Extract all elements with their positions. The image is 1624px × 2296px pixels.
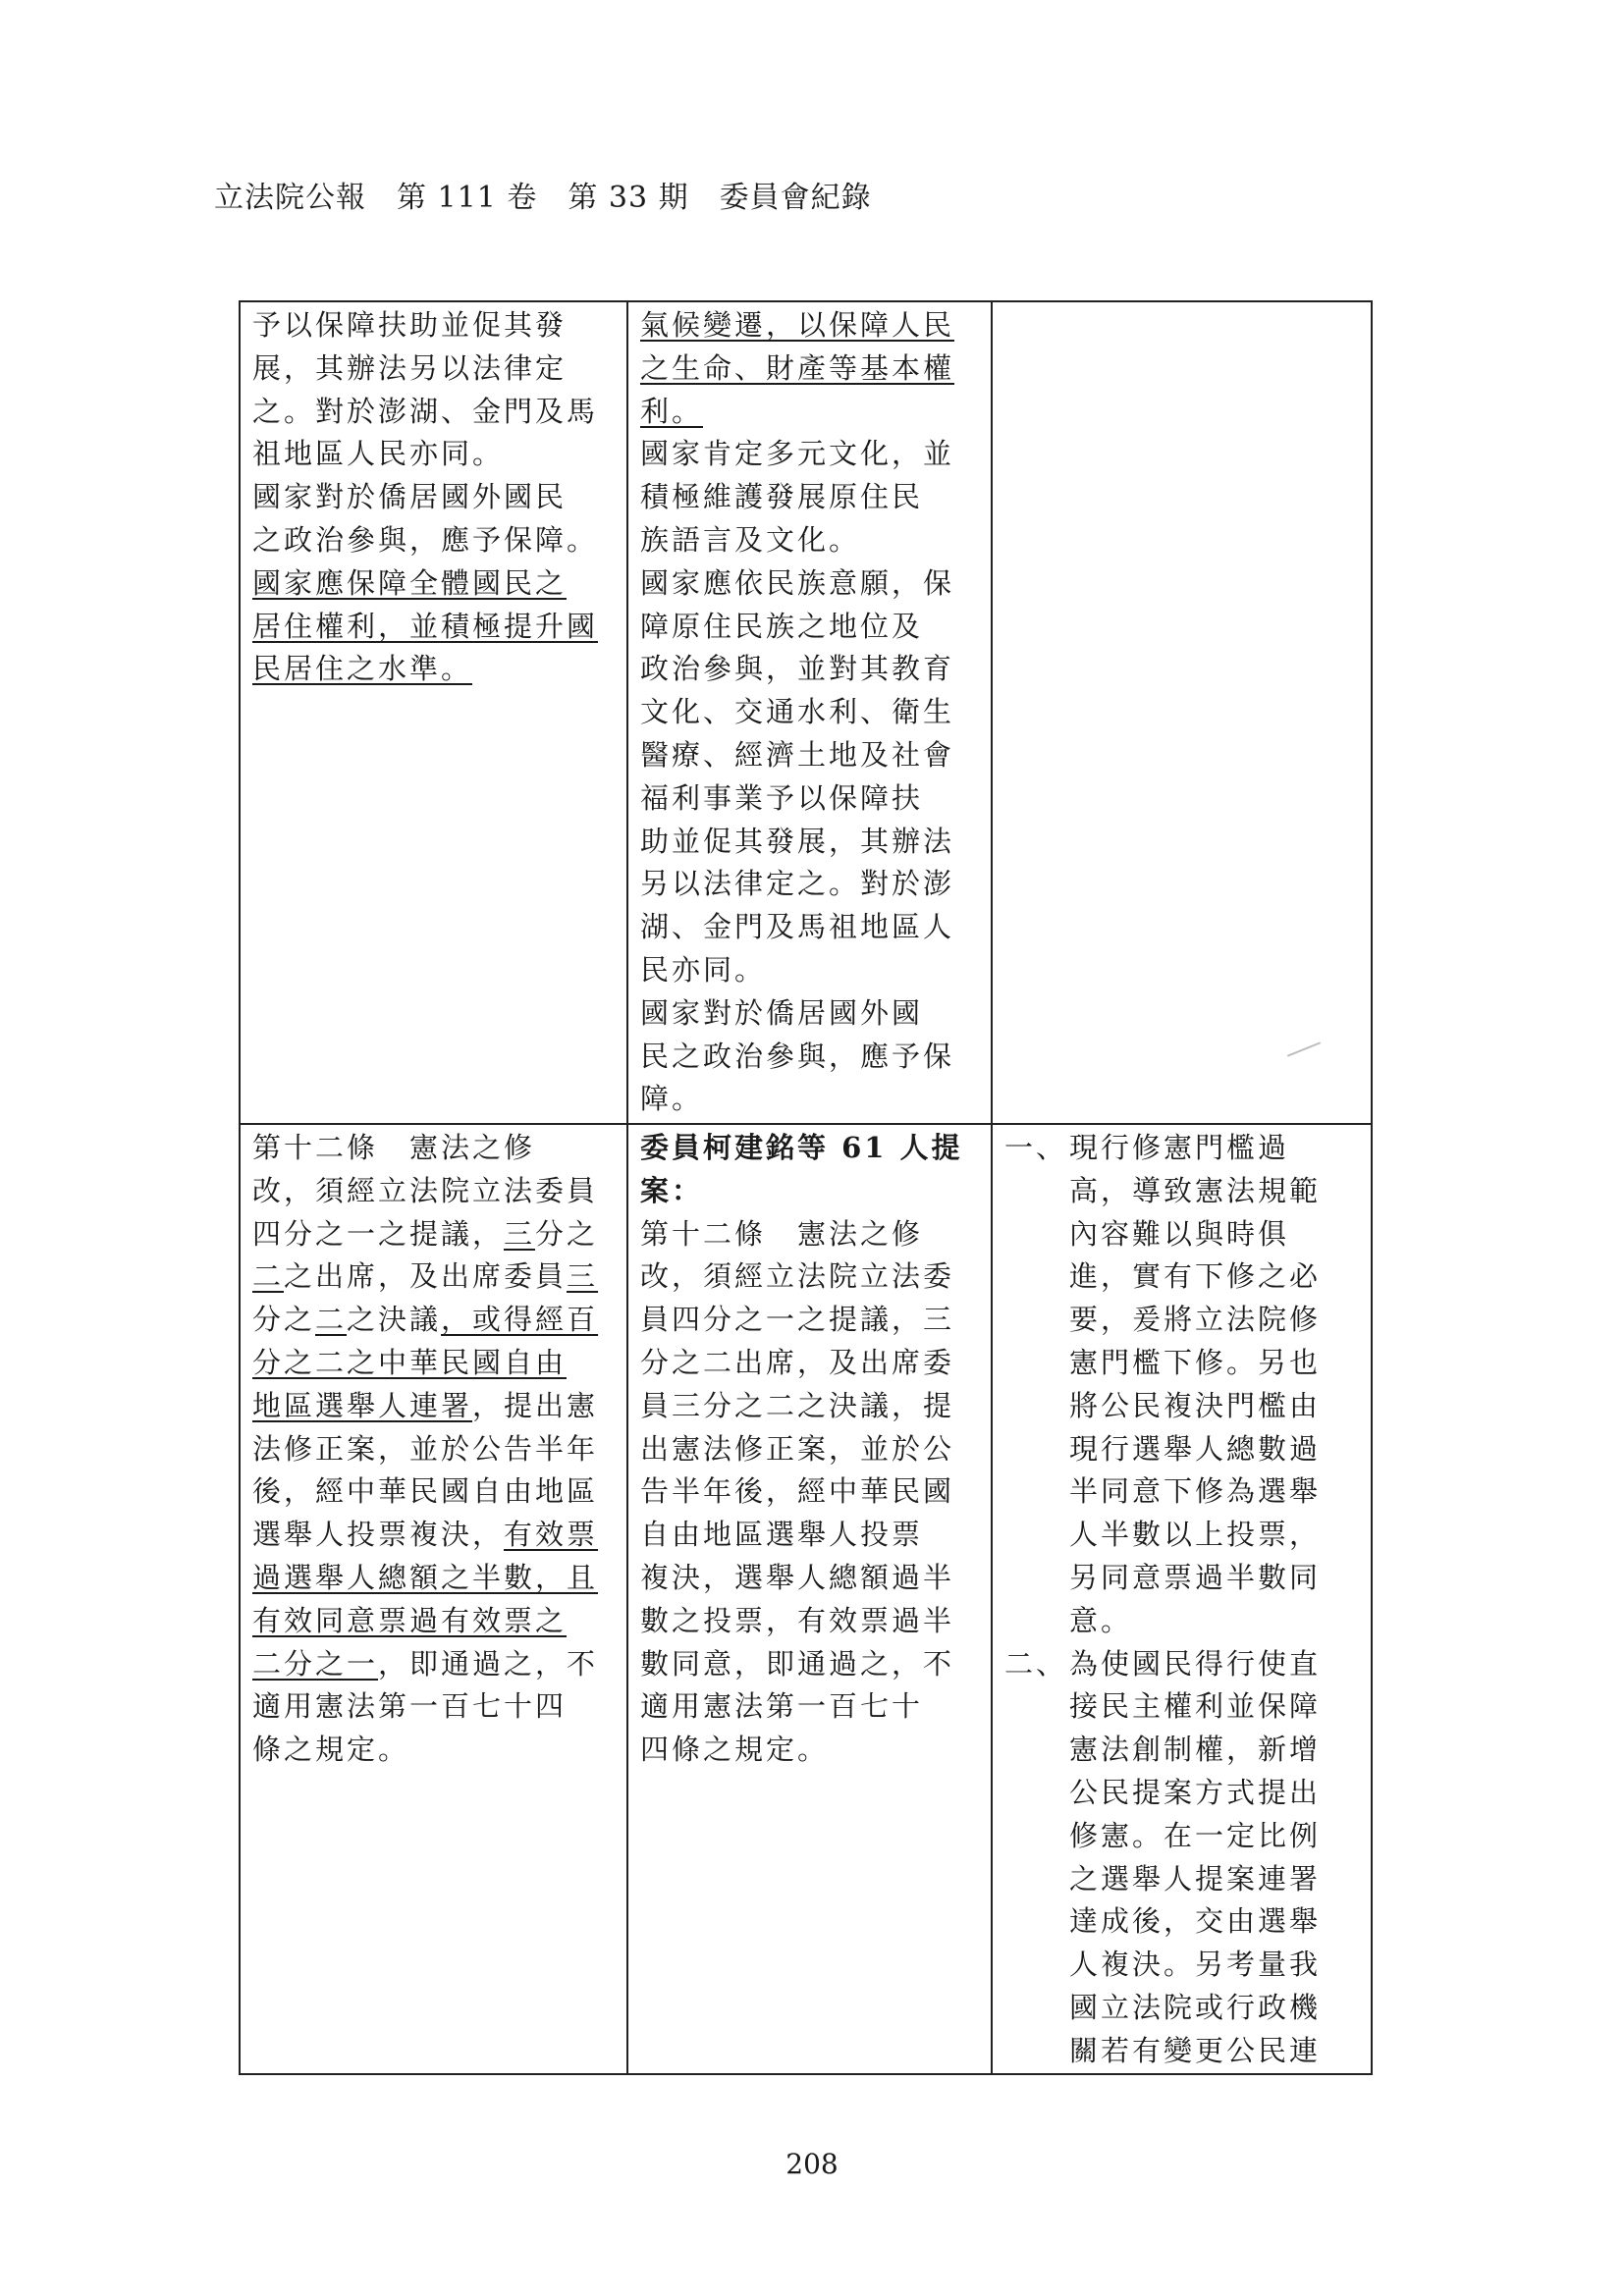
text-segment: 之決議 <box>347 1303 442 1337</box>
text-line: 國家應依民族意願，保 <box>640 565 955 600</box>
explanation-line <box>1004 1428 1361 1471</box>
text-line <box>252 1685 617 1729</box>
text-line: 福利事業予以保障扶 <box>640 780 924 815</box>
text-line: 國家應保障全體國民之 <box>252 565 568 600</box>
text-line: 民亦同。 <box>640 952 767 987</box>
text-line: 醫療、經濟土地及社會 <box>640 737 955 772</box>
text-line: 數之投票，有效票過半 <box>640 1603 955 1637</box>
text-line: 障原住民族之地位及 <box>640 609 924 643</box>
explanation-line <box>1004 1643 1361 1686</box>
gazette-header: 立法院公報 第 111 卷 第 33 期 委員會紀錄 <box>214 181 872 215</box>
explanation-text: 內容難以與時俱 <box>1069 1216 1290 1251</box>
text-line: 分之二出席，及出席委 <box>640 1345 955 1379</box>
explanation-text: 意。 <box>1069 1603 1133 1637</box>
text-segment: 分之 <box>252 1303 316 1337</box>
text-line <box>252 1514 617 1557</box>
text-segment: 二 <box>315 1303 348 1337</box>
explanation-text: 接民主權利並保障 <box>1069 1689 1322 1724</box>
text-line: 之。對於澎湖、金門及馬 <box>252 394 599 428</box>
current-text-cell <box>240 1124 627 2074</box>
explanation-line <box>1004 1213 1361 1256</box>
item-number: 一、 <box>1004 1131 1068 1164</box>
explanation-text: 憲門檻下修。另也 <box>1069 1345 1322 1379</box>
text-line <box>252 1127 617 1170</box>
explanation-line <box>1004 1900 1361 1944</box>
text-line <box>252 1255 617 1299</box>
explanation-text: 之選舉人提案連署 <box>1069 1861 1322 1896</box>
explanation-text: 達成後，交由選舉 <box>1069 1904 1322 1939</box>
text-line: 障。 <box>640 1082 704 1116</box>
explanation-line <box>1004 2030 1361 2073</box>
explanation-line <box>1004 1944 1361 1987</box>
proposal-title: 案： <box>640 1173 704 1207</box>
text-segment: 之出席，及出席委員 <box>284 1259 568 1294</box>
page-number: 208 <box>785 2148 839 2180</box>
explanation-text: 人半數以上投票， <box>1069 1518 1322 1552</box>
text-line <box>252 1729 617 1772</box>
explanation-text: 另同意票過半數同 <box>1069 1560 1322 1594</box>
explanation-text: 半同意下修為選舉 <box>1069 1474 1322 1509</box>
explanation-text: 為使國民得行使直 <box>1069 1646 1322 1681</box>
text-line: 告半年後，經中華民國 <box>640 1474 955 1509</box>
text-line: 積極維護發展原住民 <box>640 480 924 514</box>
explanation-line <box>1004 1815 1361 1858</box>
text-segment: 過選舉人總額之半數，且 <box>252 1560 599 1594</box>
text-line: 數同意，即通過之，不 <box>640 1646 955 1681</box>
explanation-text: 現行選舉人總數過 <box>1069 1431 1322 1466</box>
explanation-text: 公民提案方式提出 <box>1069 1775 1322 1809</box>
text-line: 國家肯定多元文化，並 <box>640 437 955 471</box>
explanation-line <box>1004 1987 1361 2030</box>
text-segment: 改，須經立法院立法委員 <box>252 1173 599 1207</box>
comparison-table <box>239 300 1373 2075</box>
explanation-line <box>1004 1299 1361 1342</box>
text-line: 予以保障扶助並促其發 <box>252 308 568 342</box>
text-segment: 三 <box>504 1216 536 1251</box>
item-number: 二、 <box>1004 1646 1068 1681</box>
explanation-line <box>1004 1470 1361 1514</box>
explanation-line <box>1004 1772 1361 1815</box>
explanation-line <box>1004 1514 1361 1557</box>
explanation-text: 關若有變更公民連 <box>1069 2033 1322 2067</box>
text-line <box>252 1170 617 1213</box>
current-text-cell <box>240 301 627 1124</box>
table-row <box>240 301 1372 1124</box>
explanation-line <box>1004 1729 1361 1772</box>
text-segment: 後，經中華民國自由地區 <box>252 1474 599 1509</box>
explanation-text: 憲法創制權，新增 <box>1069 1733 1322 1767</box>
explanation-line <box>1004 1342 1361 1385</box>
text-segment: 條之規定。 <box>252 1733 410 1767</box>
text-segment: 二分之一 <box>252 1646 379 1681</box>
text-line: 氣候變遷，以保障人民 <box>640 308 955 342</box>
explanation-text: 要，爰將立法院修 <box>1069 1303 1322 1337</box>
text-line: 展，其辦法另以法律定 <box>252 350 568 385</box>
text-line <box>252 1643 617 1686</box>
explanation-text: 高，導致憲法規範 <box>1069 1173 1322 1207</box>
text-line: 文化、交通水利、衛生 <box>640 695 955 729</box>
text-line: 出憲法修正案，並於公 <box>640 1431 955 1466</box>
text-segment: 分之二之中華民國自由 <box>252 1345 568 1379</box>
text-line: 第十二條 憲法之修 <box>640 1216 924 1251</box>
explanation-line <box>1004 1385 1361 1428</box>
text-line: 改，須經立法院立法委 <box>640 1259 955 1294</box>
text-segment: 分之 <box>535 1216 599 1251</box>
text-line: 國家對於僑居國外國 <box>640 995 924 1030</box>
text-line <box>252 1213 617 1256</box>
explanation-text: 進，實有下修之必 <box>1069 1259 1322 1294</box>
text-line <box>252 1557 617 1600</box>
text-line: 員四分之一之提議，三 <box>640 1303 955 1337</box>
text-line: 民居住之水準。 <box>252 652 473 686</box>
text-segment: 二 <box>252 1259 285 1294</box>
text-segment: 有效同意票過有效票之 <box>252 1603 568 1637</box>
text-line: 之生命、財產等基本權 <box>640 350 955 385</box>
text-line: 祖地區人民亦同。 <box>252 437 505 471</box>
text-line: 助並促其發展，其辦法 <box>640 824 955 858</box>
text-line: 之政治參與，應予保障。 <box>252 522 599 557</box>
text-segment: 法修正案，並於公告半年 <box>252 1431 599 1466</box>
table-row <box>240 1124 1372 2074</box>
explanation-cell <box>992 1124 1372 2074</box>
explanation-line <box>1004 1600 1361 1643</box>
text-line: 居住權利，並積極提升國 <box>252 609 599 643</box>
text-segment: 有效票 <box>504 1518 599 1552</box>
text-segment: ，或得經百 <box>441 1303 599 1337</box>
text-line: 適用憲法第一百七十 <box>640 1689 924 1724</box>
explanation-text: 修憲。在一定比例 <box>1069 1818 1322 1852</box>
explanation-line <box>1004 1127 1361 1170</box>
proposed-text-cell <box>627 301 992 1124</box>
text-line: 民之政治參與，應予保 <box>640 1039 955 1073</box>
explanation-text: 現行修憲門檻過 <box>1069 1131 1290 1164</box>
text-line <box>252 1600 617 1643</box>
text-segment: 三 <box>567 1259 599 1294</box>
text-line: 族語言及文化。 <box>640 522 861 557</box>
proposal-title: 委員柯建銘等 61 人提 <box>640 1131 963 1164</box>
explanation-line <box>1004 1170 1361 1213</box>
text-line: 國家對於僑居國外國民 <box>252 480 568 514</box>
text-line: 自由地區選舉人投票 <box>640 1518 924 1552</box>
text-line: 複決，選舉人總額過半 <box>640 1560 955 1594</box>
text-segment: ，提出憲 <box>472 1388 599 1422</box>
text-line <box>252 1299 617 1342</box>
text-line: 四條之規定。 <box>640 1733 830 1767</box>
text-segment: 選舉人投票複決， <box>252 1518 505 1552</box>
text-line <box>252 1385 617 1428</box>
text-line <box>252 1470 617 1514</box>
text-line: 湖、金門及馬祖地區人 <box>640 910 955 944</box>
explanation-line <box>1004 1557 1361 1600</box>
explanation-text: 將公民複決門檻由 <box>1069 1388 1322 1422</box>
explanation-cell <box>992 301 1372 1124</box>
explanation-text: 國立法院或行政機 <box>1069 1990 1322 2024</box>
explanation-line <box>1004 1255 1361 1299</box>
text-segment: 四分之一之提議， <box>252 1216 505 1251</box>
text-line <box>252 1342 617 1385</box>
text-segment: ，即通過之，不 <box>378 1646 599 1681</box>
text-segment: 第十二條 憲法之修 <box>252 1131 536 1164</box>
explanation-line <box>1004 1685 1361 1729</box>
text-line: 另以法律定之。對於澎 <box>640 867 955 901</box>
explanation-line <box>1004 1858 1361 1901</box>
text-line <box>252 1428 617 1471</box>
text-line: 政治參與，並對其教育 <box>640 652 955 686</box>
explanation-text: 人複決。另考量我 <box>1069 1948 1322 1982</box>
text-segment: 適用憲法第一百七十四 <box>252 1689 568 1724</box>
proposed-text-cell <box>627 1124 992 2074</box>
text-line: 利。 <box>640 394 704 428</box>
text-segment: 地區選舉人連署 <box>252 1388 473 1422</box>
text-line: 員三分之二之決議，提 <box>640 1388 955 1422</box>
